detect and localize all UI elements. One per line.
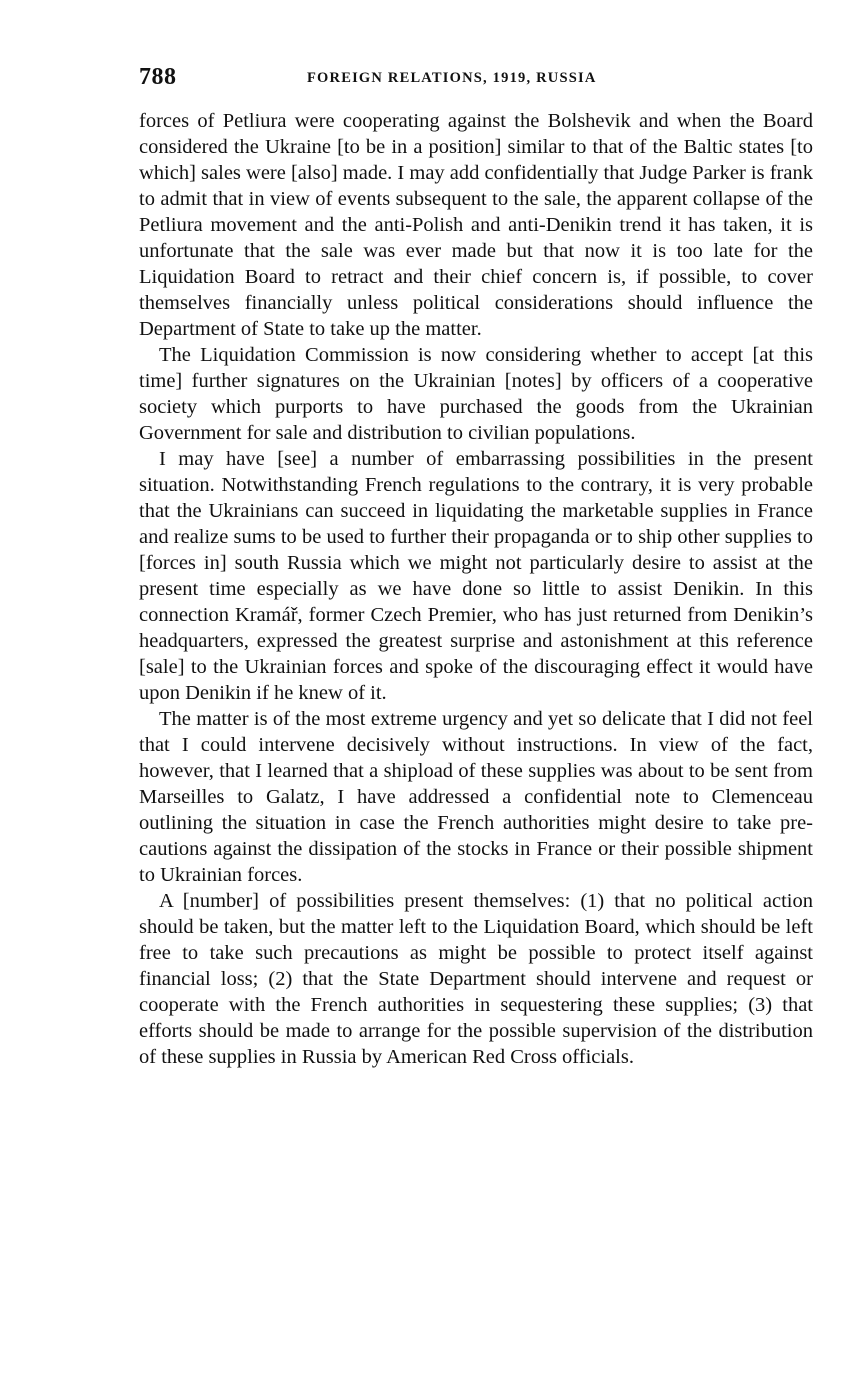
document-page: [139, 58, 813, 1070]
paragraph-continuation: forces of Petliura were cooperating against the Bolshevik and when the Board considered the Ukraine [to be in a position] similar to that of the Baltic states [to which] sales were [also] made. I may add confidentially that Judge Parker is frank to admit that in view of events subsequent to the sale, the apparent collapse of the Petliura movement and the anti-Polish and anti-Denikin trend it has taken, it is unfortunate that the sale was ever made but that now it is too late for the Liquidation Board to retract and their chief concern is, if possible, to cover themselves financially unless political considerations should influence the Department of State to take up the matter.: [139, 110, 813, 340]
paragraph-embarrassing-possibilities: I may have [see] a number of embarrassing possibilities in the present situation. Notwithstanding French regulations to the contrary, it is very probable that the Ukrainians can succeed in liquidating the marketable supplies in France and realize sums to be used to further their propaganda or to ship other supplies to [forces in] south Russia which we might not particularly desire to assist at the present time especially as we have done so little to assist Denikin. In this connection Kramář, former Czech Premier, who has just returned from Denikin’s headquarters, expressed the greatest surprise and astonishment at this reference [sale] to the Ukrainian forces and spoke of the discouraging effect it would have upon Denikin if he knew of it.: [139, 448, 813, 704]
body-text: [139, 108, 813, 1070]
paragraph-extreme-urgency: The matter is of the most extreme urgency and yet so delicate that I did not feel that I could intervene decisively without instructions. In view of the fact, however, that I learned that a shipload of these supplies was about to be sent from Marseilles to Galatz, I have addressed a confidential note to Clemenceau outlining the situation in case the French authorities might desire to take precautions against the dissipation of the stocks in France or their possible shipment to Ukrainian forces.: [139, 708, 813, 886]
page-number: 788: [139, 64, 177, 90]
paragraph-liquidation-commission: The Liquidation Commission is now considering whether to accept [at this time] further signatures on the Ukrainian [notes] by officers of a cooperative society which purports to have purchased the goods from the Ukrainian Government for sale and distribution to civilian populations.: [139, 344, 813, 444]
paragraph-possibilities-list: A [number] of possibilities present themselves: (1) that no political action should be taken, but the matter left to the Liquidation Board, which should be left free to take such precautions as might be possible to protect itself against financial loss; (2) that the State Department should intervene and request or cooperate with the French authorities in sequestering these supplies; (3) that efforts should be made to arrange for the possible supervision of the distribution of these supplies in Russia by American Red Cross officials.: [139, 890, 813, 1068]
running-title: FOREIGN RELATIONS, 1919, RUSSIA: [307, 70, 597, 86]
running-head: [139, 58, 813, 98]
